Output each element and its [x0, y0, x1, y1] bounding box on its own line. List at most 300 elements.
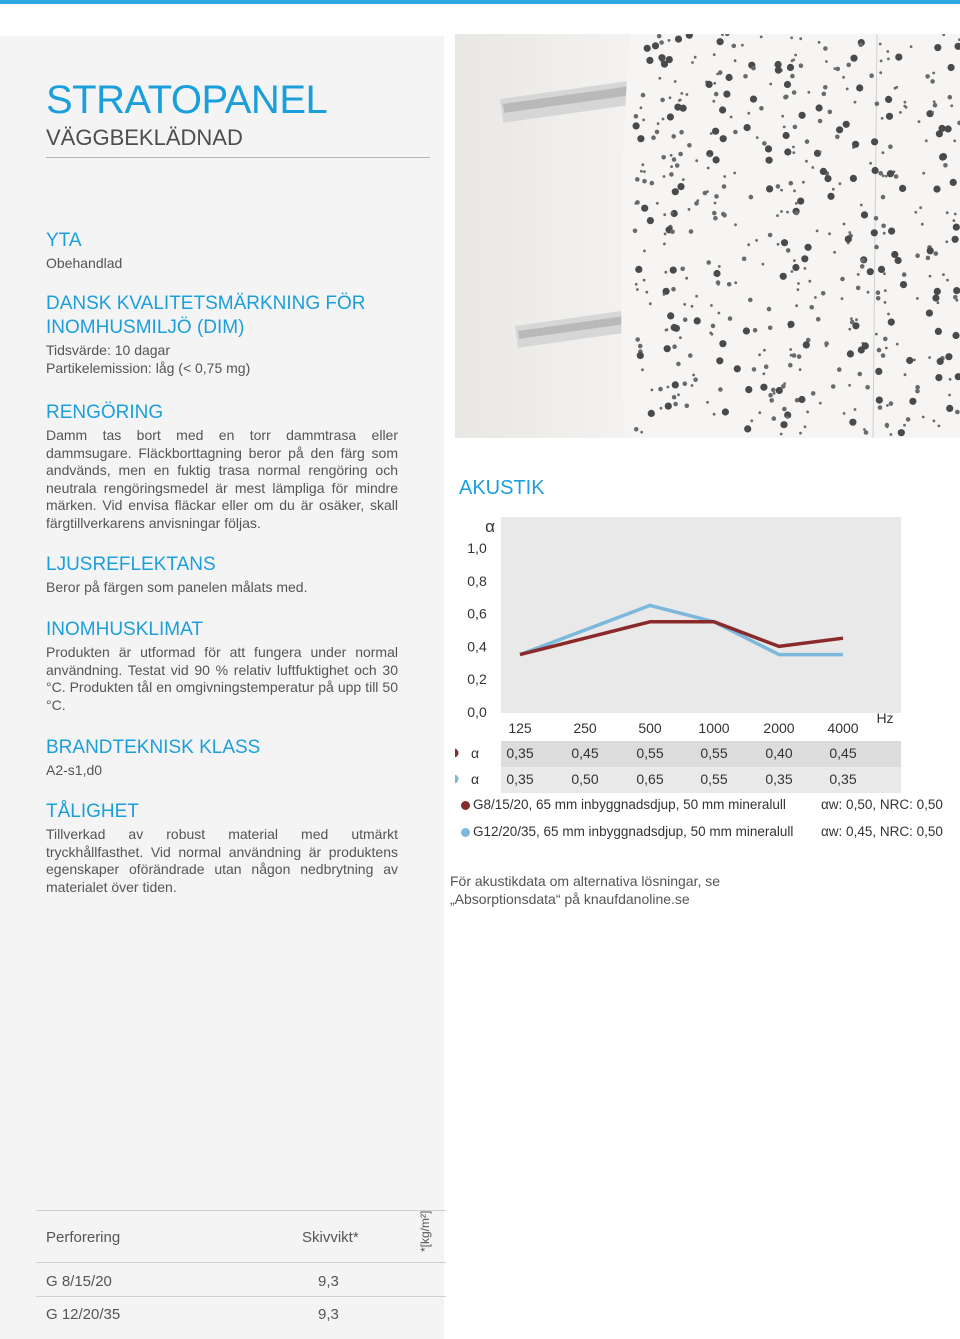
perforation-hole — [635, 177, 640, 182]
perforation-hole — [824, 175, 831, 182]
perforation-hole — [948, 394, 951, 397]
perforation-hole — [945, 240, 948, 243]
perforation-hole — [734, 281, 737, 284]
perforation-hole — [848, 231, 851, 234]
perforation-hole — [760, 384, 767, 391]
perforation-hole — [797, 288, 800, 291]
perforation-hole — [895, 54, 902, 61]
perforation-hole — [860, 264, 865, 269]
legend-row — [455, 796, 960, 816]
perforation-hole — [865, 385, 870, 390]
perforation-hole — [656, 202, 659, 205]
perforation-hole — [641, 163, 644, 166]
perforation-hole — [819, 151, 822, 154]
perforation-hole — [797, 282, 800, 285]
perforation-hole — [883, 272, 886, 275]
perforation-hole — [803, 341, 810, 348]
perforation-hole — [886, 50, 889, 53]
perforation-hole — [647, 217, 654, 224]
perforation-hole — [691, 61, 694, 64]
series-value-label: 0,45 — [571, 745, 599, 761]
perforation-hole — [948, 95, 953, 100]
perforation-hole — [642, 179, 647, 184]
perforation-hole — [666, 328, 669, 331]
perforation-hole — [790, 36, 793, 39]
perforation-hole — [689, 229, 694, 234]
perforation-hole — [718, 265, 721, 268]
perforation-hole — [635, 283, 638, 286]
perforation-hole — [768, 233, 773, 238]
perforation-hole — [856, 286, 861, 291]
legend-aw: αw: 0,45, NRC: 0,50 — [821, 824, 943, 839]
perforation-hole — [835, 135, 840, 140]
perforation-hole — [836, 126, 843, 133]
perforation-hole — [645, 291, 648, 294]
perforation-hole — [747, 243, 750, 246]
perforation-hole — [793, 190, 796, 193]
perforation-hole — [954, 213, 957, 216]
perforation-hole — [667, 312, 674, 319]
perforation-hole — [784, 81, 791, 88]
series-value-label: 0,50 — [571, 771, 599, 787]
perforation-hole — [664, 271, 667, 274]
perforation-hole — [775, 61, 782, 68]
perforation-hole — [756, 136, 759, 139]
perforation-hole — [713, 53, 716, 56]
perforation-hole — [673, 402, 678, 407]
perforation-hole — [659, 40, 664, 45]
series-value-label: 0,35 — [506, 771, 534, 787]
perforation-hole — [641, 93, 646, 98]
perforation-hole — [910, 45, 913, 48]
perforation-hole — [921, 223, 924, 226]
perforation-hole — [786, 211, 789, 214]
perforation-hole — [648, 410, 655, 417]
perforation-hole — [933, 100, 936, 103]
perforation-hole — [906, 357, 913, 364]
perforation-hole — [662, 118, 665, 121]
perforation-hole — [879, 43, 882, 46]
product-photo — [455, 34, 960, 438]
perforation-hole — [640, 106, 643, 109]
perforation-hole — [780, 273, 787, 280]
y-axis-label: α — [485, 517, 495, 536]
perforation-hole — [843, 223, 846, 226]
perforation-hole — [638, 344, 643, 349]
perforation-hole — [952, 332, 959, 339]
perforation-hole — [670, 165, 673, 168]
table-header-skivvikt: Skivvikt* — [302, 1229, 359, 1246]
perforation-hole — [915, 389, 920, 394]
perforation-hole — [884, 301, 887, 304]
perforation-hole — [885, 96, 892, 103]
perforation-hole — [888, 144, 893, 149]
perforation-hole — [707, 167, 710, 170]
perforation-hole — [788, 363, 793, 368]
perforation-hole — [712, 128, 719, 135]
perforation-hole — [792, 90, 797, 95]
perforation-hole — [734, 59, 737, 62]
perforation-hole — [857, 273, 860, 276]
perforation-hole — [858, 372, 863, 377]
perforation-hole — [852, 141, 859, 148]
perforation-hole — [741, 44, 744, 47]
table-cell-weight: 9,3 — [318, 1273, 339, 1290]
perforation-hole — [646, 57, 653, 64]
perforation-hole — [900, 281, 907, 288]
perforation-hole — [668, 39, 671, 42]
perforation-hole — [667, 386, 670, 389]
section-inomhusklimat — [46, 618, 398, 714]
perforation-hole — [769, 398, 774, 403]
perforation-hole — [811, 391, 816, 396]
perforation-hole — [833, 67, 836, 70]
x-axis-label: Hz — [876, 710, 894, 726]
perforation-hole — [904, 101, 907, 104]
series-value-label: 0,45 — [829, 745, 857, 761]
perforation-hole — [658, 77, 661, 80]
perforation-hole — [804, 267, 807, 270]
perforation-hole — [922, 172, 925, 175]
series-symbol: α — [470, 745, 480, 761]
perforation-hole — [732, 44, 737, 49]
perforation-hole — [946, 279, 949, 282]
perforation-hole — [633, 122, 640, 129]
perforation-hole — [706, 401, 709, 404]
perforation-hole — [718, 70, 723, 75]
perforation-hole — [687, 143, 692, 148]
perforation-hole — [845, 236, 852, 243]
section-brandteknisk — [46, 736, 398, 780]
perforation-hole — [886, 404, 889, 407]
perforation-hole — [696, 199, 699, 202]
perforation-hole — [881, 224, 886, 229]
perforation-hole — [816, 104, 823, 111]
perforation-hole — [955, 410, 960, 415]
perforation-hole — [758, 353, 761, 356]
perforation-hole — [885, 347, 888, 350]
perforation-hole — [676, 362, 681, 367]
perforation-hole — [650, 181, 655, 186]
table-divider — [36, 1296, 446, 1297]
perforation-hole — [710, 132, 713, 135]
perforation-hole — [711, 324, 716, 329]
perforation-hole — [837, 367, 842, 372]
perforation-hole — [672, 188, 679, 195]
perforation-hole — [842, 76, 845, 79]
perforation-hole — [874, 216, 879, 221]
perforation-hole — [680, 105, 687, 112]
acoustic-chart-svg — [455, 515, 905, 797]
perforation-hole — [714, 202, 717, 205]
perforation-hole — [899, 185, 906, 192]
perforation-hole — [933, 103, 938, 108]
table-header-perforering: Perforering — [46, 1229, 121, 1246]
perforation-hole — [748, 298, 753, 303]
perforation-hole — [790, 354, 793, 357]
perforation-hole — [772, 416, 777, 421]
perforation-hole — [948, 64, 955, 71]
perforation-hole — [856, 84, 863, 91]
perforation-hole — [861, 258, 866, 263]
table-cell-perf: G 12/20/35 — [46, 1306, 121, 1323]
perforation-hole — [850, 55, 857, 62]
perforation-hole — [759, 106, 764, 111]
perforation-hole — [828, 110, 833, 115]
perforation-hole — [663, 213, 666, 216]
perforation-hole — [768, 326, 773, 331]
perforation-hole — [864, 430, 869, 435]
perforation-hole — [937, 301, 940, 304]
perforation-hole — [722, 408, 729, 415]
perforation-hole — [791, 270, 794, 273]
perforation-hole — [791, 59, 794, 62]
perforation-hole — [786, 416, 789, 419]
perforation-hole — [669, 96, 672, 99]
perforation-hole — [861, 211, 868, 218]
perforation-hole — [916, 297, 919, 300]
perforation-hole — [640, 170, 643, 173]
perforation-hole — [667, 113, 674, 120]
perforation-hole — [814, 296, 817, 299]
perforation-hole — [685, 404, 690, 409]
perforation-hole — [794, 211, 799, 216]
perforation-hole — [792, 264, 799, 271]
perforation-hole — [789, 348, 792, 351]
perforation-hole — [932, 294, 939, 301]
perforation-hole — [888, 228, 895, 235]
perforation-hole — [876, 290, 881, 295]
perforation-hole — [679, 99, 682, 102]
perforation-hole — [806, 411, 809, 414]
perforation-hole — [694, 56, 697, 59]
perforation-hole — [825, 344, 828, 347]
perforation-hole — [768, 393, 773, 398]
perforation-hole — [802, 181, 805, 184]
perforation-hole — [762, 141, 767, 146]
perforation-hole — [930, 79, 935, 84]
perforation-hole — [939, 125, 946, 132]
title-divider — [46, 157, 430, 158]
perforation-hole — [765, 145, 772, 152]
perforation-hole — [818, 41, 821, 44]
perforation-hole — [783, 126, 786, 129]
perforation-hole — [925, 74, 930, 79]
perforation-hole — [859, 43, 864, 48]
perforation-hole — [797, 354, 802, 359]
perforation-hole — [747, 112, 750, 115]
perforation-hole — [878, 405, 883, 410]
perforation-hole — [876, 296, 881, 301]
perforation-hole — [679, 130, 684, 135]
perforation-hole — [886, 113, 893, 120]
perforation-hole — [927, 247, 934, 254]
perforation-hole — [828, 232, 831, 235]
perforation-hole — [928, 356, 931, 359]
perforation-hole — [875, 102, 880, 107]
perforation-hole — [880, 60, 883, 63]
perforation-hole — [637, 135, 644, 142]
perforation-hole — [890, 433, 893, 436]
perforation-hole — [899, 111, 902, 114]
perforation-hole — [875, 333, 878, 336]
perforation-hole — [635, 337, 640, 342]
perforation-hole — [771, 388, 776, 393]
perforation-hole — [763, 349, 766, 352]
perforation-hole — [661, 155, 666, 160]
perforation-hole — [670, 230, 675, 235]
perforation-hole — [953, 140, 956, 143]
perforation-hole — [766, 157, 773, 164]
perforation-hole — [749, 195, 754, 200]
perforation-hole — [891, 251, 898, 258]
perforation-hole — [781, 115, 784, 118]
perforation-hole — [847, 350, 854, 357]
perforation-hole — [867, 268, 874, 275]
perforation-hole — [878, 266, 885, 273]
perforation-hole — [720, 135, 727, 142]
perforation-hole — [932, 72, 935, 75]
perforation-hole — [884, 289, 887, 292]
legend-label: G12/20/35, 65 mm inbyggnadsdjup, 50 mm mineralull — [473, 824, 794, 839]
perforation-hole — [823, 85, 828, 90]
perforation-hole — [776, 184, 781, 189]
perforation-hole — [640, 431, 643, 434]
perforation-hole — [821, 291, 826, 296]
perforation-hole — [789, 181, 794, 186]
perforation-hole — [644, 45, 651, 52]
perforation-hole — [816, 317, 821, 322]
perforation-hole — [832, 188, 835, 191]
section-heading: DANSK KVALITETSMÄRKNING FÖR INOMHUSMILJÖ (DIM) — [46, 293, 366, 338]
perforation-hole — [660, 407, 663, 410]
perforation-hole — [887, 313, 890, 316]
perforation-hole — [896, 343, 899, 346]
perforation-hole — [780, 210, 783, 213]
perforation-hole — [713, 216, 718, 221]
perforation-hole — [784, 148, 791, 155]
perforation-hole — [935, 328, 942, 335]
perforation-hole — [953, 219, 956, 222]
perforation-hole — [871, 138, 878, 145]
perforation-hole — [889, 401, 894, 406]
perforation-hole — [841, 297, 844, 300]
series-value-label: 0,55 — [700, 745, 728, 761]
section-rengoring — [46, 401, 398, 532]
perforation-hole — [663, 293, 666, 296]
perforation-hole — [693, 377, 698, 382]
perforation-hole — [706, 260, 711, 265]
perforation-hole — [777, 243, 780, 246]
section-text: Tillverkad av robust material med utmärkt tryckhållfasthet. Vid normal användning är produktens egenskaper oförändrade utan någon nedbrytning av materialet över tiden. — [46, 826, 398, 895]
perforation-hole — [952, 236, 959, 243]
y-tick-label: 1,0 — [467, 540, 487, 556]
acoustic-chart — [455, 515, 905, 797]
perforation-hole — [869, 162, 872, 165]
perforated-panel-image — [455, 34, 960, 438]
perforation-hole — [664, 345, 671, 352]
perforation-hole — [734, 365, 741, 372]
perforation-hole — [674, 80, 677, 83]
perforation-hole — [840, 277, 845, 282]
perforation-hole — [678, 152, 683, 157]
section-text: Damm tas bort med en torr dammtrasa eller dammsugare. Fläckborttagning beror på den färg som andvänds, men en fuktig trasa normal rengöring och neutrala rengöringsmedel är mest lämpliga för mindre märken. Vid envisa fläckar eller om du är osäker, skall färgtillverkarens anvisningar följas. — [46, 427, 398, 531]
x-tick-label: 1000 — [698, 720, 730, 736]
perforation-hole — [786, 248, 791, 253]
perforation-hole — [790, 74, 795, 79]
perforation-hole — [801, 255, 808, 262]
perforation-hole — [883, 232, 886, 235]
perforation-hole — [819, 402, 822, 405]
perforation-hole — [860, 204, 863, 207]
perforation-hole — [855, 318, 858, 321]
perforation-hole — [799, 112, 806, 119]
perforation-hole — [926, 310, 933, 317]
perforation-hole — [671, 211, 674, 214]
perforation-hole — [755, 239, 758, 242]
series-value-label: 0,35 — [765, 771, 793, 787]
perforation-hole — [695, 159, 698, 162]
perforation-hole — [846, 88, 849, 91]
perforation-hole — [773, 392, 776, 395]
perforation-hole — [664, 233, 667, 236]
perforation-hole — [784, 95, 789, 100]
perforation-hole — [831, 384, 836, 389]
section-text: Tidsvärde: 10 dagar Partikelemission: låg (< 0,75 mg) — [46, 342, 251, 376]
table-divider — [36, 1262, 446, 1263]
section-text: Obehandlad — [46, 255, 123, 271]
perforation-hole — [658, 54, 665, 61]
perforation-hole — [822, 92, 827, 97]
perforation-hole — [949, 378, 952, 381]
perforation-hole — [723, 175, 726, 178]
perforation-hole — [854, 101, 857, 104]
legend-dot-icon — [461, 828, 470, 837]
perforation-hole — [680, 92, 683, 95]
perforation-hole — [713, 413, 716, 416]
x-tick-label: 125 — [508, 720, 532, 736]
perforation-hole — [886, 425, 889, 428]
perforation-hole — [792, 353, 797, 358]
perforation-hole — [882, 151, 885, 154]
perforation-hole — [787, 321, 794, 328]
perforation-hole — [691, 384, 694, 387]
perforation-hole — [683, 381, 688, 386]
y-tick-label: 0,6 — [467, 605, 487, 622]
perforation-hole — [946, 211, 949, 214]
perforation-hole — [798, 396, 805, 403]
perforation-hole — [799, 63, 804, 68]
perforation-hole — [909, 398, 916, 405]
perforation-hole — [843, 121, 850, 128]
perforation-hole — [634, 427, 639, 432]
perforation-hole — [894, 174, 899, 179]
page-subtitle: VÄGGBEKLÄDNAD — [46, 125, 243, 150]
perforation-hole — [850, 320, 855, 325]
perforation-hole — [636, 288, 639, 291]
perforation-hole — [833, 251, 836, 254]
perforation-hole — [876, 397, 883, 404]
perforation-hole — [714, 194, 719, 199]
akustik-heading: AKUSTIK — [459, 477, 545, 499]
perforation-hole — [745, 386, 752, 393]
perforation-hole — [869, 73, 874, 78]
perforation-hole — [682, 178, 685, 181]
perforation-hole — [953, 295, 958, 300]
perforation-hole — [719, 340, 726, 347]
legend-dot-icon — [461, 801, 470, 810]
table-cell-weight: 9,3 — [318, 1306, 339, 1323]
